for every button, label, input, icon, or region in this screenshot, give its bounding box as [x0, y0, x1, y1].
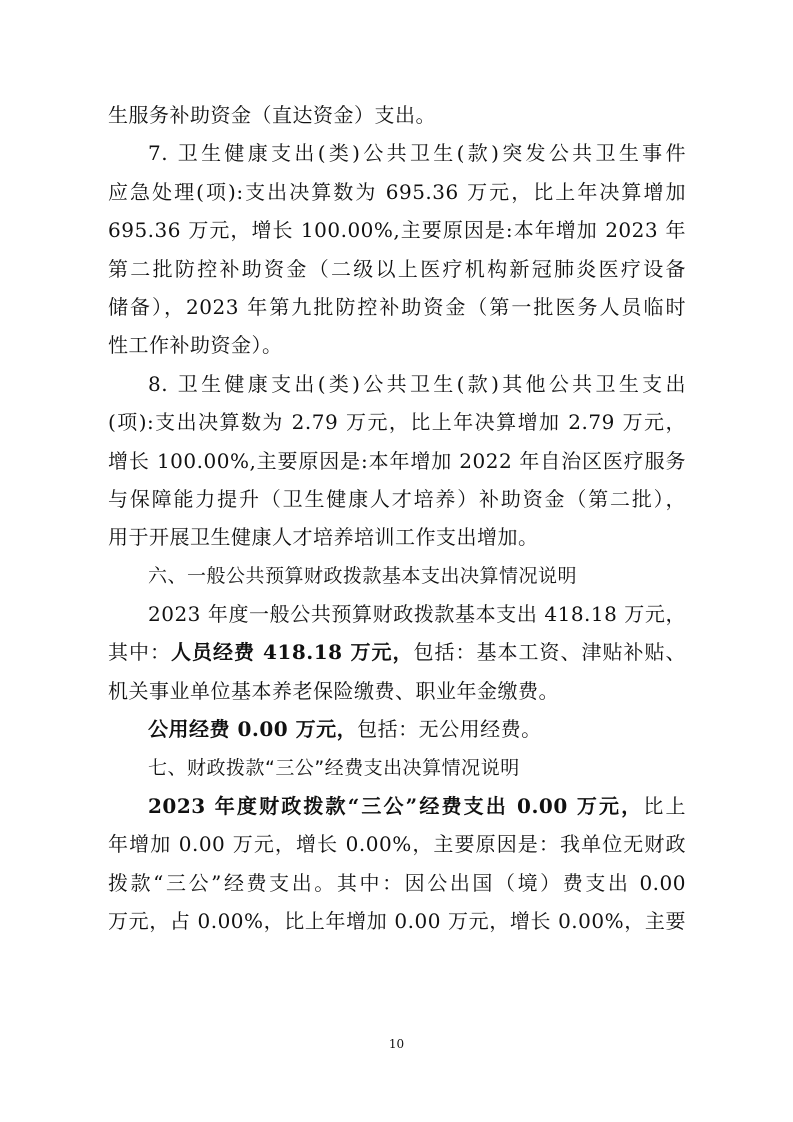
section-heading-7: 七、财政拨款“三公”经费支出决算情况说明: [148, 756, 520, 779]
bold-text-run: 人员经费 418.18 万元，: [171, 640, 414, 665]
paragraph-line: 拨款“三公”经费支出。其中：因公出国（境）费支出 0.00: [108, 870, 686, 895]
text-run: 比上: [643, 794, 686, 819]
paragraph-line: 应急处理(项):支出决算数为 695.36 万元，比上年决算增加: [108, 179, 686, 204]
paragraph-line: [108, 633, 686, 671]
paragraph-line: [108, 710, 686, 748]
text-run: 包括：无公用经费。: [357, 717, 542, 742]
document-page-body: [108, 96, 686, 941]
paragraph-line: 与保障能力提升（卫生健康人才培养）补助资金（第二批），: [108, 486, 686, 511]
paragraph-line: 性工作补助资金）。: [108, 333, 283, 358]
paragraph-line: 2023 年度一般公共预算财政拨款基本支出 418.18 万元，: [148, 602, 686, 627]
paragraph-line: 年增加 0.00 万元，增长 0.00%，主要原因是：我单位无财政: [108, 832, 686, 857]
page-number: 10: [388, 1037, 405, 1051]
paragraph-line: 第二批防控补助资金（二级以上医疗机构新冠肺炎医疗设备: [108, 256, 686, 281]
paragraph-line: 695.36 万元，增长 100.00%,主要原因是:本年增加 2023 年: [108, 218, 686, 243]
paragraph-line: 机关事业单位基本养老保险缴费、职业年金缴费。: [108, 678, 559, 703]
paragraph-line: 生服务补助资金（直达资金）支出。: [108, 103, 436, 127]
bold-text-run: 公用经费 0.00 万元，: [148, 717, 358, 742]
paragraph-line: (项):支出决算数为 2.79 万元，比上年决算增加 2.79 万元，: [108, 410, 686, 435]
paragraph-line: 储备），2023 年第九批防控补助资金（第一批医务人员临时: [108, 294, 686, 319]
text-run: 其中：: [108, 640, 172, 665]
bold-text-run: 2023 年度财政拨款“三公”经费支出 0.00 万元，: [148, 794, 644, 819]
paragraph-line: 7. 卫生健康支出(类)公共卫生(款)突发公共卫生事件: [148, 141, 686, 166]
paragraph-line: 用于开展卫生健康人才培养培训工作支出增加。: [108, 525, 539, 550]
paragraph-line: 增长 100.00%,主要原因是:本年增加 2022 年自治区医疗服务: [108, 448, 686, 473]
section-heading-6: 六、一般公共预算财政拨款基本支出决算情况说明: [148, 564, 578, 587]
paragraph-line: [108, 787, 686, 825]
text-run: 包括：基本工资、津贴补贴、: [413, 640, 687, 665]
paragraph-line: 8. 卫生健康支出(类)公共卫生(款)其他公共卫生支出: [148, 371, 686, 396]
paragraph-line: 万元，占 0.00%，比上年增加 0.00 万元，增长 0.00%，主要: [108, 909, 686, 934]
